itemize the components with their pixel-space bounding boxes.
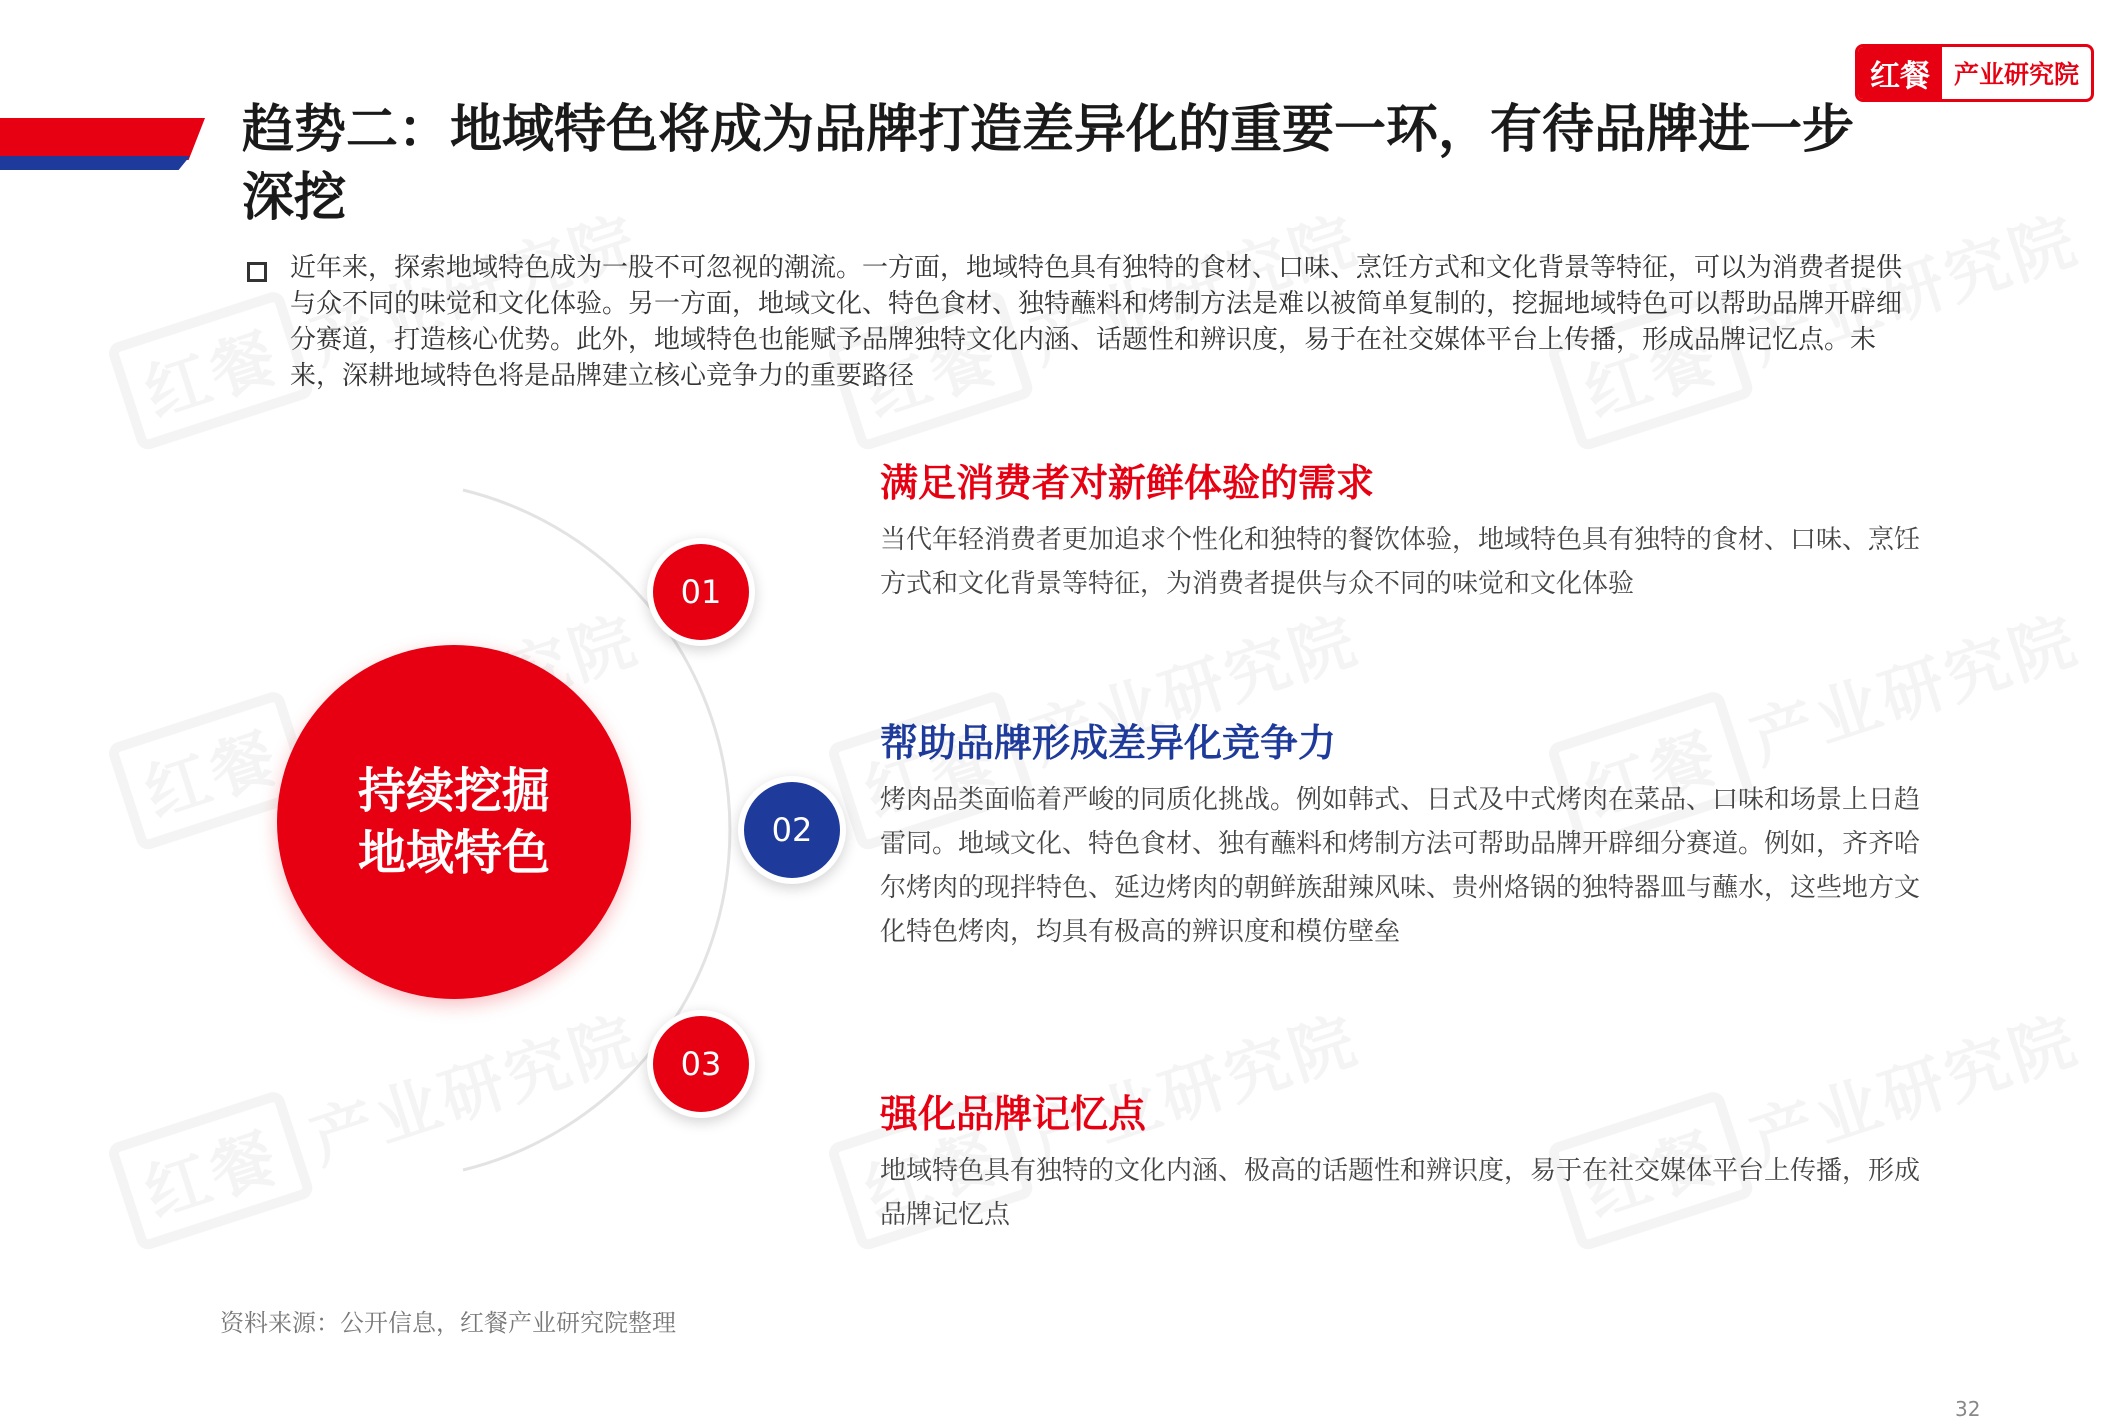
page-number: 32 — [1955, 1397, 1981, 1421]
watermark-text — [1742, 603, 2088, 778]
center-line-2: 地域特色 — [357, 825, 550, 881]
step-02-badge: 02 — [738, 776, 846, 884]
step-01-badge: 01 — [647, 538, 755, 646]
header-accent-blue — [0, 156, 190, 170]
center-circle — [277, 645, 631, 999]
section-2-title: 帮助品牌形成差异化竞争力 — [880, 721, 1337, 765]
logo-text: 产业研究院 — [1954, 60, 2080, 89]
section-3-title: 强化品牌记忆点 — [880, 1092, 1147, 1136]
bullet-square-icon — [247, 262, 267, 282]
logo-mark: 红餐 — [1858, 47, 1942, 99]
watermark-mark — [106, 289, 316, 452]
header-accent-red — [0, 118, 205, 160]
section-1-title: 满足消费者对新鲜体验的需求 — [880, 461, 1375, 505]
section-3-body: 地域特色具有独特的文化内涵、极高的话题性和辨识度，易于在社交媒体平台上传播，形成品牌记忆点 — [880, 1156, 1921, 1230]
intro-paragraph: 近年来，探索地域特色成为一股不可忽视的潮流。一方面，地域特色具有独特的食材、口味、烹饪方式和文化背景等特征，可以为消费者提供与众不同的味觉和文化体验。另一方面，地域文化、特色食材、独特蘸料和烤制方法是难以被简单复制的，挖掘地域特色可以帮助品牌开辟细分赛道，打造核心优势。此外，地域特色也能赋予品牌独特文化内涵、话题性和辨识度，易于在社交媒体平台上传播，形成品牌记忆点。未来，深耕地域特色将是品牌建立核心竞争力的重要路径 — [290, 253, 1903, 391]
section-1-body: 当代年轻消费者更加追求个性化和独特的餐饮体验，地域特色具有独特的食材、口味、烹饪方式和文化背景等特征，为消费者提供与众不同的味觉和文化体验 — [880, 525, 1921, 599]
page-title: 趋势二：地域特色将成为品牌打造差异化的重要一环，有待品牌进一步深挖 — [242, 100, 1855, 228]
source-note: 资料来源：公开信息，红餐产业研究院整理 — [220, 1309, 676, 1337]
center-line-1: 持续挖掘 — [357, 763, 550, 819]
section-2-body: 烤肉品类面临着严峻的同质化挑战。例如韩式、日式及中式烤肉在菜品、口味和场景上日趋雷同。地域文化、特色食材、独有蘸料和烤制方法可帮助品牌开辟细分赛道。例如，齐齐哈尔烤肉的现拌特色、延边烤肉的朝鲜族甜辣风味、贵州烙锅的独特器皿与蘸水，这些地方文化特色烤肉，均具有极高的辨识度和模仿壁垒 — [880, 785, 1921, 947]
brand-logo — [1855, 44, 2094, 102]
step-03-badge: 03 — [647, 1010, 755, 1118]
